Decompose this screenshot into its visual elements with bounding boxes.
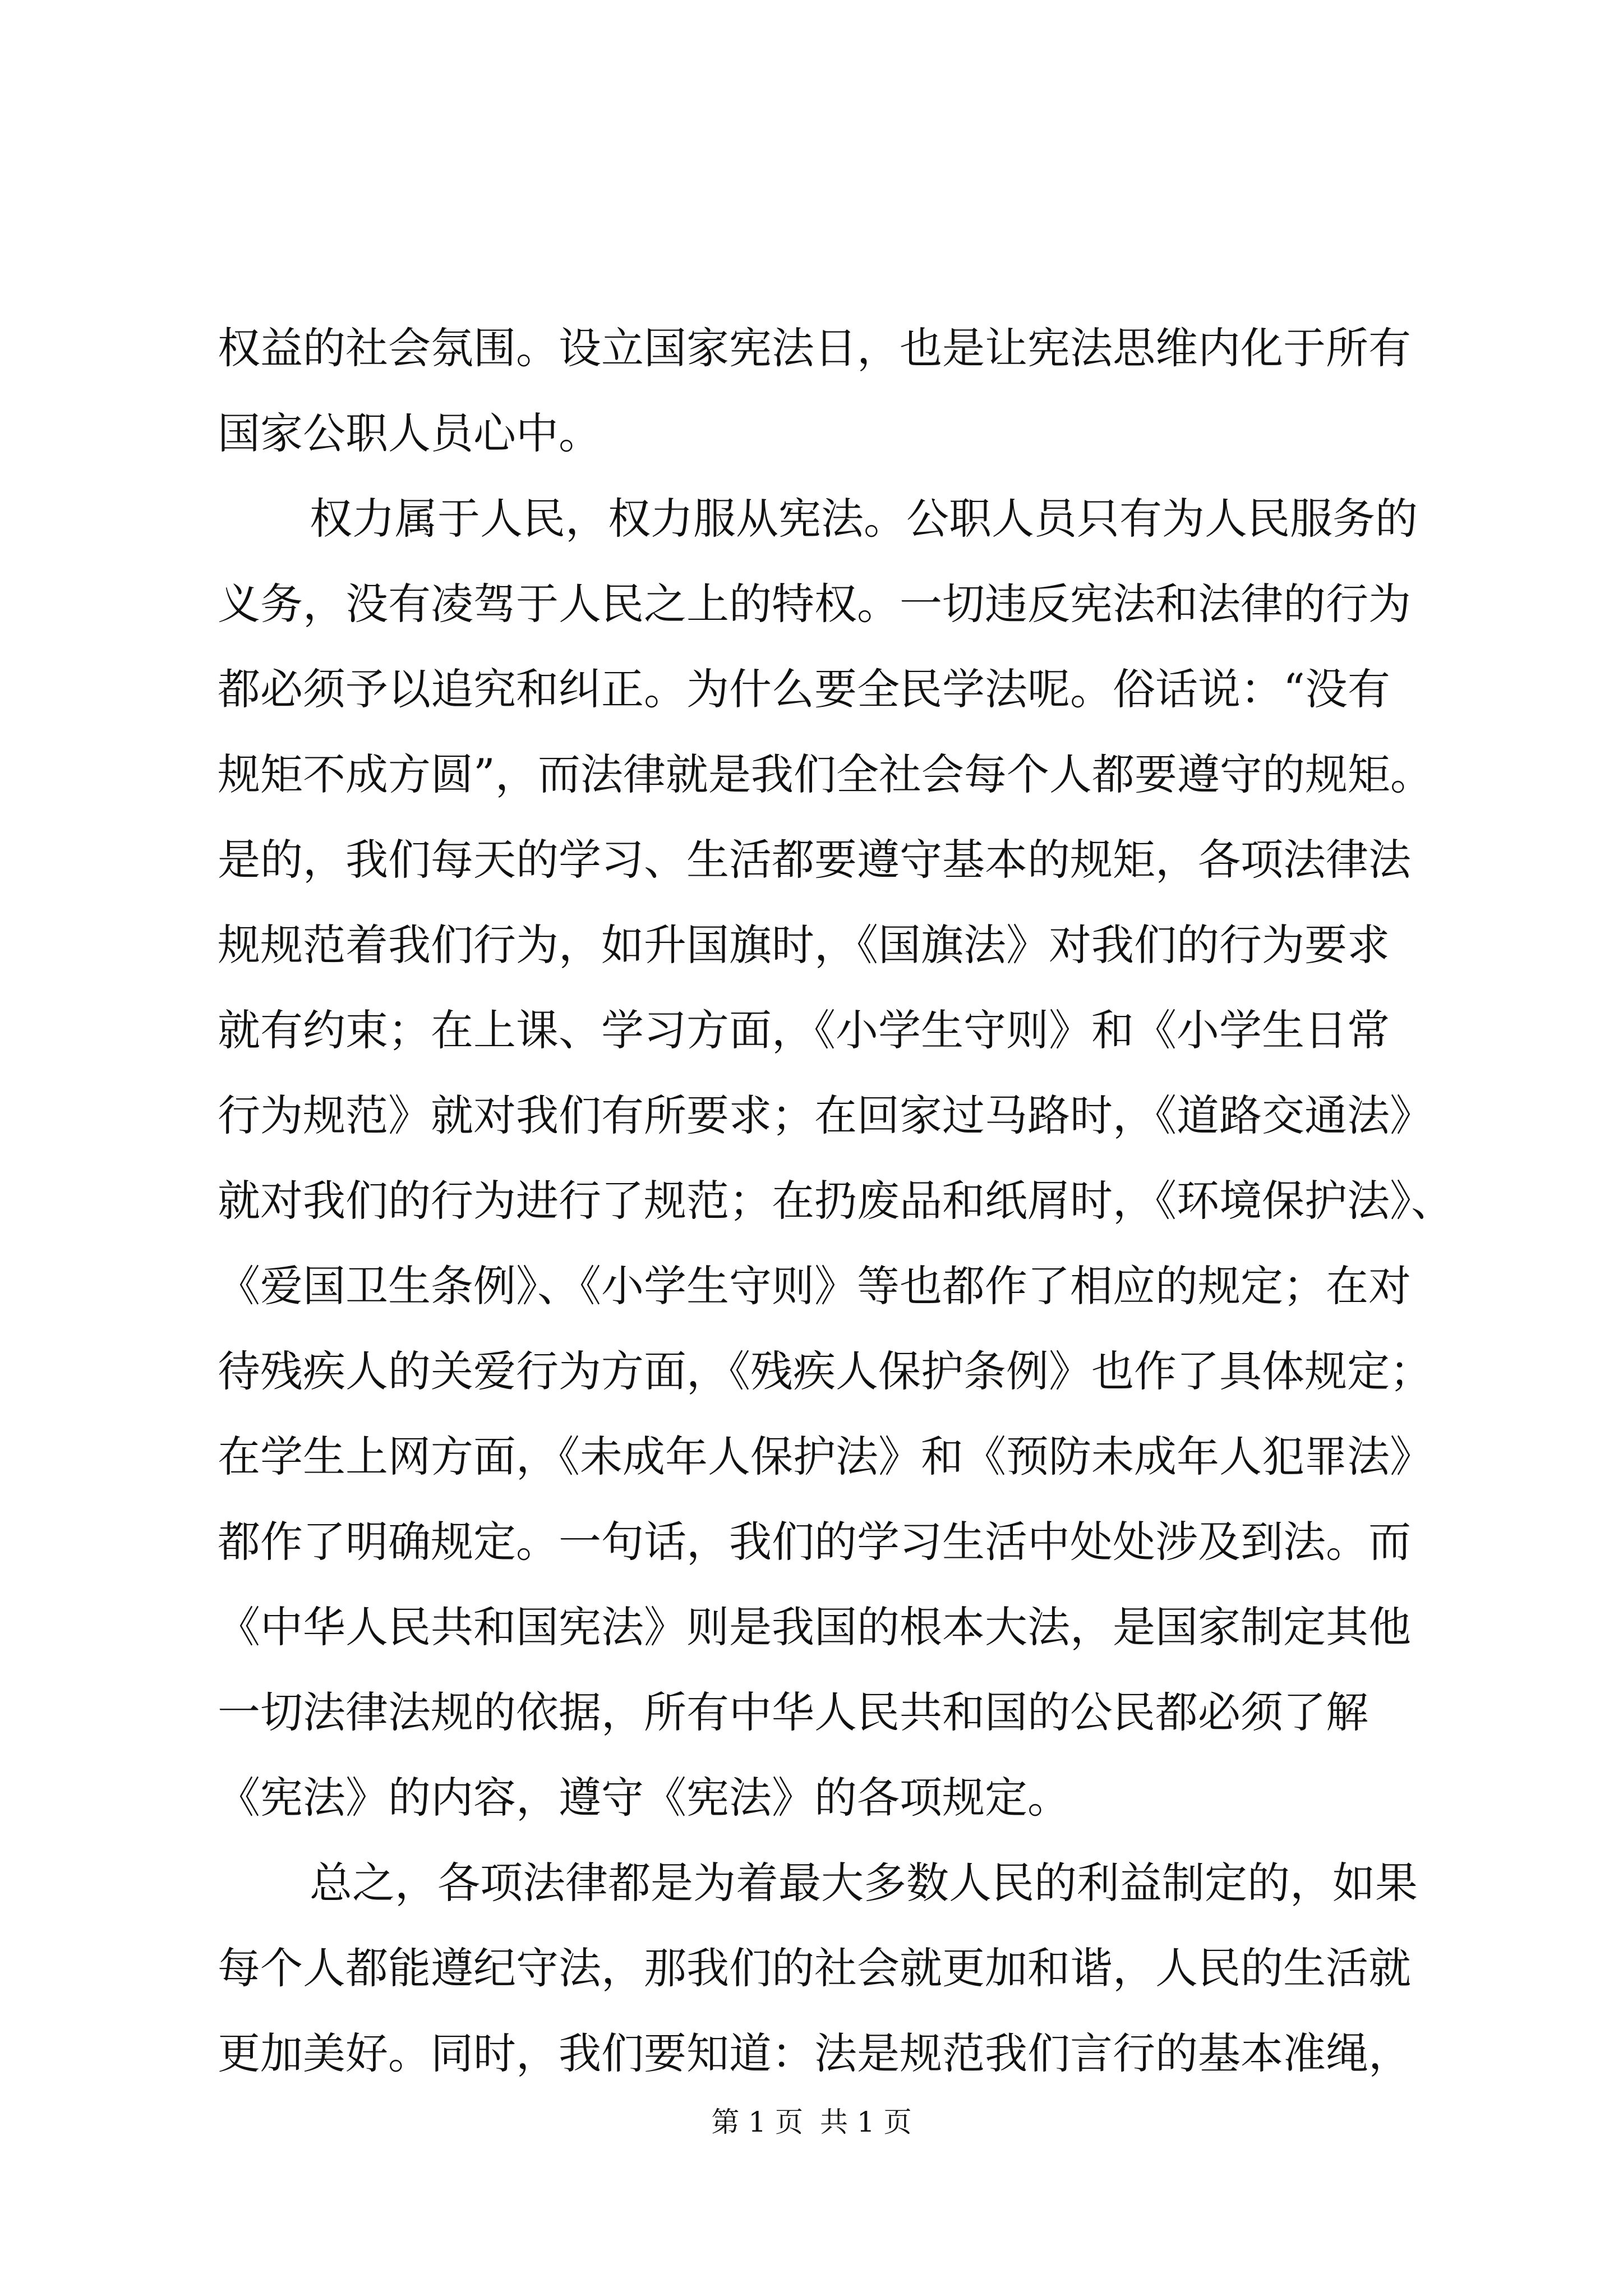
document-body [218, 306, 1474, 2096]
text-line: 义务，没有凌驾于人民之上的特权。一切违反宪法和法律的行为 [218, 579, 1411, 629]
page-number: 第 1 页 [711, 2106, 803, 2138]
text-line: 在学生上网方面，《未成年人保护法》和《预防未成年人犯罪法》 [218, 1432, 1432, 1481]
text-line: 规矩不成方圆”，而法律就是我们全社会每个人都要遵守的规矩。 [218, 749, 1433, 799]
text-line: 是的，我们每天的学习、生活都要遵守基本的规矩，各项法律法 [218, 835, 1411, 885]
paragraph-start-line: 权力属于人民，权力服从宪法。公职人员只有为人民服务的 [310, 494, 1418, 544]
text-line: 《宪法》的内容，遵守《宪法》的各项规定。 [218, 1773, 1070, 1823]
page-footer [0, 2102, 1623, 2142]
text-line: 一切法律法规的依据，所有中华人民共和国的公民都必须了解 [218, 1687, 1368, 1737]
text-line: 就有约束；在上课、学习方面，《小学生守则》和《小学生日常 [218, 1005, 1390, 1055]
text-line: 每个人都能遵纪守法，那我们的社会就更加和谐，人民的生活就 [218, 1943, 1411, 1993]
text-line: 规规范着我们行为，如升国旗时，《国旗法》对我们的行为要求 [218, 920, 1390, 970]
text-line: 行为规范》就对我们有所要求；在回家过马路时，《道路交通法》 [218, 1091, 1432, 1140]
text-line: 就对我们的行为进行了规范；在扔废品和纸屑时，《环境保护法》、 [218, 1176, 1454, 1226]
text-line: 权益的社会氛围。设立国家宪法日，也是让宪法思维内化于所有 [218, 323, 1411, 373]
text-line: 都作了明确规定。一句话，我们的学习生活中处处涉及到法。而 [218, 1517, 1411, 1567]
text-line: 《爱国卫生条例》、《小学生守则》等也都作了相应的规定；在对 [218, 1261, 1411, 1311]
text-line: 都必须予以追究和纠正。为什么要全民学法呢。俗话说：“没有 [218, 664, 1390, 714]
paragraph-start-line: 总之，各项法律都是为着最大多数人民的利益制定的，如果 [310, 1858, 1418, 1908]
page-total: 共 1 页 [820, 2106, 912, 2138]
text-line: 待残疾人的关爱行为方面，《残疾人保护条例》也作了具体规定； [218, 1346, 1432, 1396]
text-line: 国家公职人员心中。 [218, 408, 601, 458]
text-line: 《中华人民共和国宪法》则是我国的根本大法，是国家制定其他 [218, 1602, 1411, 1652]
text-line: 更加美好。同时，我们要知道：法是规范我们言行的基本准绳， [218, 2028, 1411, 2078]
